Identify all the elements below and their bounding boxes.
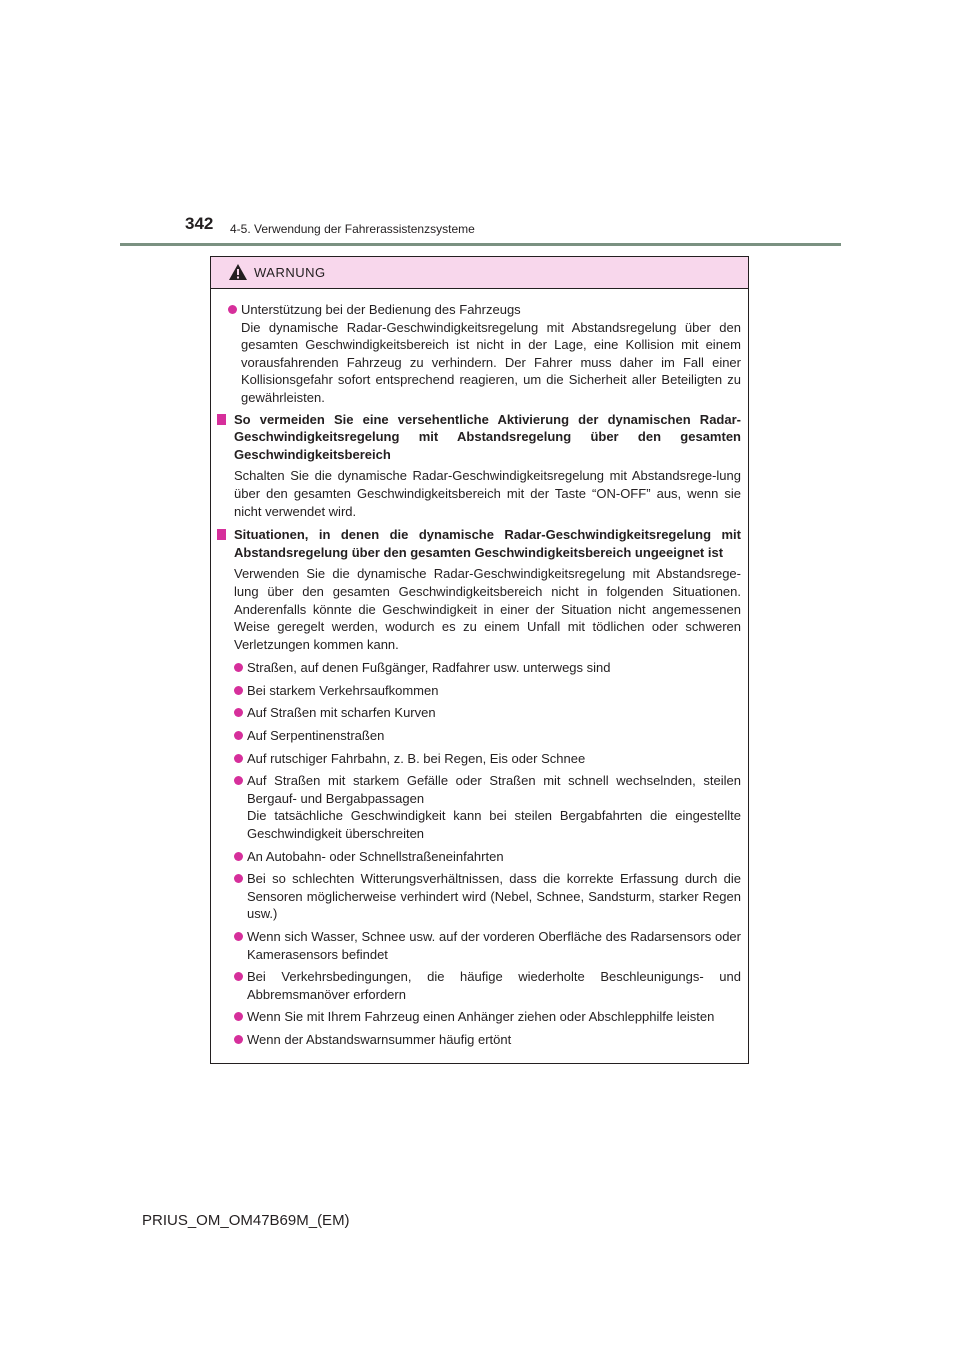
list-item-text: Auf rutschiger Fahrbahn, z. B. bei Regen, Eis oder Schnee xyxy=(247,750,586,766)
section-title: 4-5. Verwendung der Fahrerassistenzsysteme xyxy=(230,222,475,236)
section-text: Verwenden Sie die dynamische Radar-Geschwindigkeitsregelung mit Abstandsrege-lung über den gesamten Geschwindigkeitsbereich nicht in folgenden Situationen. Anderenfalls könnte die Geschwindigkeit in einer der Situation nicht angemessenen Weise geregelt werden, wodurch es zu einem Unfall mit tödlichen oder schweren Verletzungen kommen kann. xyxy=(234,566,741,652)
list-item-text: An Autobahn- oder Schnellstraßeneinfahrten xyxy=(247,848,504,864)
bullet-dot-icon xyxy=(234,708,243,717)
list-item-text: Auf Serpentinenstraßen xyxy=(247,728,385,744)
list-item-text: Auf Straßen mit scharfen Kurven xyxy=(247,705,436,721)
bullet-dot-icon xyxy=(234,686,243,695)
list-item xyxy=(217,870,741,923)
bullet-dot-icon xyxy=(234,754,243,763)
header-rule xyxy=(120,243,841,246)
page-number: 342 xyxy=(185,214,214,233)
warning-header xyxy=(211,257,748,289)
footer-code: PRIUS_OM_OM47B69M_(EM) xyxy=(142,1212,350,1229)
list-item xyxy=(217,727,741,745)
bullet-dot-icon xyxy=(234,852,243,861)
list-item-text: Bei Verkehrsbedingungen, die häufige wiederholte Beschleunigungs- und Abbremsmanöver erfordern xyxy=(247,969,741,1002)
square-bullet-icon xyxy=(217,414,226,425)
bullet-dot-icon xyxy=(234,776,243,785)
list-item-text: Bei starkem Verkehrsaufkommen xyxy=(247,682,439,698)
bullet-dot-icon xyxy=(234,1035,243,1044)
bullet-dot-icon xyxy=(234,731,243,740)
section-heading xyxy=(217,411,741,464)
section-heading-text: So vermeiden Sie eine versehentliche Aktivierung der dynamischen Radar-Geschwindigkeitsregelung mit Abstandsregelung über den gesamten Geschwindigkeitsbereich xyxy=(234,411,741,462)
warning-triangle-icon xyxy=(228,263,248,281)
list-item-note: Die tatsächliche Geschwindigkeit kann bei steilen Bergabfahrten die eingestellte Geschwindigkeit überschreiten xyxy=(247,808,741,842)
section-heading xyxy=(217,526,741,561)
warning-label: WARNUNG xyxy=(254,265,326,280)
bullet-dot-icon xyxy=(234,932,243,941)
list-item-text: Auf Straßen mit starkem Gefälle oder Straßen mit schnell wechselnden, steilen Bergauf- und Bergabpassagen xyxy=(247,773,741,806)
bullet-dot-icon xyxy=(234,972,243,981)
list-item xyxy=(217,659,741,677)
bullet-dot-icon xyxy=(234,874,243,883)
bullet-title: Unterstützung bei der Bedienung des Fahrzeugs xyxy=(241,302,521,317)
list-item-text: Wenn Sie mit Ihrem Fahrzeug einen Anhänger ziehen oder Abschlepphilfe leisten xyxy=(247,1009,715,1025)
list-item xyxy=(217,301,741,407)
list-item-text: Wenn der Abstandswarnsummer häufig ertönt xyxy=(247,1031,512,1047)
list-item xyxy=(217,682,741,700)
list-item xyxy=(217,968,741,1003)
list-item xyxy=(217,1031,741,1049)
list-item xyxy=(217,1008,741,1026)
list-item-text: Bei so schlechten Witterungsverhältnissen, dass die korrekte Erfassung durch die Sensoren möglicherweise verhindert wird (Nebel, Schnee, Sandsturm, starker Regen usw.) xyxy=(247,871,741,922)
list-item xyxy=(217,772,741,842)
warning-box xyxy=(210,256,749,1064)
list-item xyxy=(217,704,741,722)
warning-body xyxy=(211,289,748,1049)
section-text: Schalten Sie die dynamische Radar-Geschwindigkeitsregelung mit Abstandsrege-lung über den gesamten Geschwindigkeitsbereich mit der Taste “ON-OFF” aus, wenn sie nicht verwendet wird. xyxy=(234,468,741,519)
list-item-text: Wenn sich Wasser, Schnee usw. auf der vorderen Oberfläche des Radarsensors oder Kamerasensors befindet xyxy=(247,929,741,962)
bullet-text: Die dynamische Radar-Geschwindigkeitsregelung mit Abstandsregelung über den gesamten Geschwindigkeitsbereich ist nicht in der Lage, eine Kollision mit einem vorausfahrenden Fahrzeug zu verhindern. Der Fahrer muss daher im Fall einer Kollisionsgefahr sofort entsprechend reagieren, um die Sicherheit aller Beteiligten zu gewährleisten. xyxy=(241,319,741,405)
bullet-dot-icon xyxy=(234,1012,243,1021)
list-item-text: Straßen, auf denen Fußgänger, Radfahrer usw. unterwegs sind xyxy=(247,660,611,676)
list-item xyxy=(217,848,741,866)
square-bullet-icon xyxy=(217,529,226,540)
list-item xyxy=(217,750,741,768)
list-item xyxy=(217,928,741,963)
section-heading-text: Situationen, in denen die dynamische Radar-Geschwindigkeitsregelung mit Abstandsregelung über den gesamten Geschwindigkeitsbereich ungeeignet ist xyxy=(234,527,741,560)
bullet-dot-icon xyxy=(234,663,243,672)
bullet-dot-icon xyxy=(228,305,237,314)
